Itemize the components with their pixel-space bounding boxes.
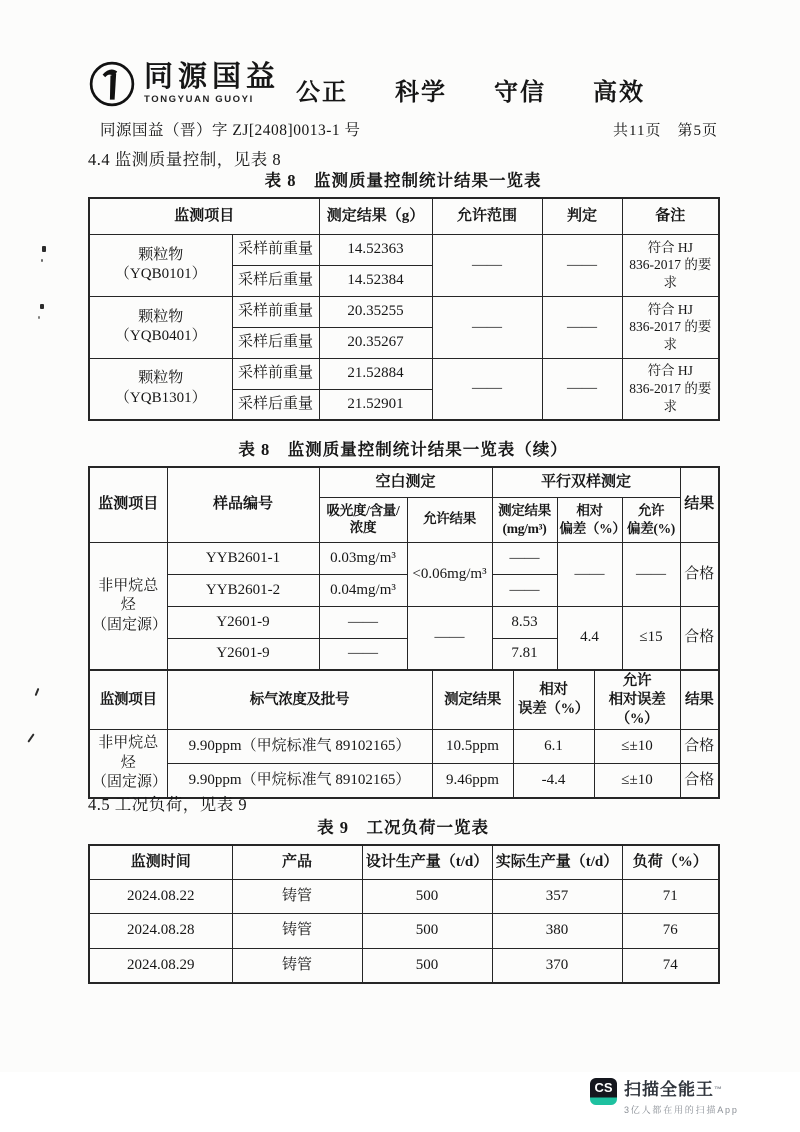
note-line: 836-2017 的要求 xyxy=(629,257,712,290)
result-cell: 合格 xyxy=(680,606,719,670)
item-name: 非甲烷总烃 xyxy=(98,577,159,613)
document-meta-row xyxy=(88,118,718,140)
note-cell xyxy=(622,296,719,358)
company-name-cn: 同源国益 xyxy=(144,61,281,93)
absorbance-value: 0.04mg/m³ xyxy=(319,574,407,606)
camscanner-text xyxy=(624,1078,739,1117)
measure-value: 21.52901 xyxy=(319,389,432,420)
col-header-std-gas: 标气浓度及批号 xyxy=(167,670,432,730)
table-row xyxy=(89,606,719,638)
col-header-product: 产品 xyxy=(232,845,362,879)
col-header-note: 备注 xyxy=(622,198,719,234)
product-cell: 铸管 xyxy=(232,914,362,949)
judge-cell: —— xyxy=(542,358,622,420)
col-header-sample: 样品编号 xyxy=(167,467,319,542)
allowed-rel-err-value: ≤±10 xyxy=(594,730,680,764)
rel-err-value: -4.4 xyxy=(513,764,594,798)
header-line: 测定结果 xyxy=(498,502,551,518)
note-line: 836-2017 的要求 xyxy=(629,319,712,352)
product-cell: 铸管 xyxy=(232,879,362,914)
actual-output-cell: 380 xyxy=(492,914,622,949)
row-label: 采样后重量 xyxy=(232,327,319,358)
scan-artifact xyxy=(42,246,46,252)
company-brand xyxy=(88,60,280,108)
trademark-symbol: ™ xyxy=(714,1085,723,1094)
header-line: 允许 xyxy=(622,672,652,689)
company-logo-icon xyxy=(88,60,136,108)
col-header-absorbance: 吸光度/含量/浓度 xyxy=(319,497,407,542)
sample-id: Y2601-9 xyxy=(167,606,319,638)
measure-value: 14.52363 xyxy=(319,234,432,265)
item-code: （YQB1301） xyxy=(114,389,207,406)
col-header-result: 测定结果（g） xyxy=(319,198,432,234)
row-label: 采样后重量 xyxy=(232,389,319,420)
col-header-time: 监测时间 xyxy=(89,845,232,879)
scan-artifact xyxy=(27,733,34,742)
judge-cell: —— xyxy=(542,296,622,358)
scan-artifact xyxy=(38,316,40,319)
allowed-rel-err-value: ≤±10 xyxy=(594,764,680,798)
design-output-cell: 500 xyxy=(362,879,492,914)
allowed-dev-value: ≤15 xyxy=(622,606,680,670)
camscanner-logo-icon xyxy=(590,1078,617,1105)
load-cell: 76 xyxy=(622,914,719,949)
item-code: （YQB0401） xyxy=(114,328,207,344)
section-4-5-heading: 4.5 工况负荷，见表 9 xyxy=(88,795,248,814)
measured-value: 9.46ppm xyxy=(432,764,513,798)
monitor-item-cell xyxy=(89,730,167,798)
design-output-cell: 500 xyxy=(362,948,492,983)
col-header-measured xyxy=(492,497,557,542)
table-row xyxy=(89,948,719,983)
header-line: 相对 xyxy=(539,682,568,699)
table-header-row xyxy=(89,845,719,879)
col-header-item: 监测项目 xyxy=(89,198,319,234)
result-cell: 合格 xyxy=(680,542,719,606)
table-header-row xyxy=(89,467,719,497)
measured-value: 10.5ppm xyxy=(432,730,513,764)
table-row xyxy=(89,542,719,574)
absorbance-value: —— xyxy=(319,638,407,670)
monitor-item-cell xyxy=(89,234,232,296)
company-logo-text xyxy=(144,60,280,105)
table8-quality-control xyxy=(88,197,720,421)
measured-value: —— xyxy=(492,574,557,606)
table-row xyxy=(89,730,719,764)
table-header-row xyxy=(89,670,719,730)
row-label: 采样后重量 xyxy=(232,265,319,296)
camscanner-tagline: 3亿人都在用的扫描App xyxy=(624,1105,739,1115)
measure-value: 20.35267 xyxy=(319,327,432,358)
page-indicator: 共11页 第5页 xyxy=(613,123,718,139)
result-cell: 合格 xyxy=(680,764,719,798)
note-cell xyxy=(622,234,719,296)
header-line: 偏差(%) xyxy=(627,520,676,536)
table8-cont-title: 表 8 监测质量控制统计结果一览表（续） xyxy=(238,440,568,459)
col-header-result: 结果 xyxy=(680,467,719,542)
col-header-design-output: 设计生产量（t/d） xyxy=(362,845,492,879)
section-4-4-heading: 4.4 监测质量控制，见表 8 xyxy=(88,150,282,169)
allowed-value: —— xyxy=(407,606,492,670)
sample-id: Y2601-9 xyxy=(167,638,319,670)
std-gas-cell: 9.90ppm（甲烷标准气 89102165） xyxy=(167,764,432,798)
judge-cell: —— xyxy=(542,234,622,296)
app-name-text: 扫描全能王 xyxy=(624,1080,714,1099)
load-cell: 74 xyxy=(622,948,719,983)
col-header-parallel-group: 平行双样测定 xyxy=(492,467,680,497)
measured-value: —— xyxy=(492,542,557,574)
col-header-item: 监测项目 xyxy=(89,467,167,542)
col-header-allowed: 允许结果 xyxy=(407,497,492,542)
item-name: 非甲烷总烃 xyxy=(98,735,159,771)
scan-artifact xyxy=(41,259,43,262)
monitor-item-cell xyxy=(89,542,167,670)
table-row xyxy=(89,358,719,389)
header-line: (mg/m³) xyxy=(502,520,547,536)
table-row xyxy=(89,914,719,949)
table8-block xyxy=(88,168,718,421)
note-line: 符合 HJ xyxy=(647,363,693,379)
row-label: 采样前重量 xyxy=(232,296,319,327)
table9-block xyxy=(88,815,718,984)
sample-id: YYB2601-1 xyxy=(167,542,319,574)
item-name: 颗粒物 xyxy=(138,308,184,325)
absorbance-value: —— xyxy=(319,606,407,638)
col-header-actual-output: 实际生产量（t/d） xyxy=(492,845,622,879)
header-line: 相对 xyxy=(576,502,603,518)
measured-value: 7.81 xyxy=(492,638,557,670)
item-source: （固定源） xyxy=(92,616,168,633)
table8-cont-standard-gas xyxy=(88,669,720,799)
document-number: 同源国益（晋）字 ZJ[2408]0013-1 号 xyxy=(100,122,361,139)
measured-value: 8.53 xyxy=(492,606,557,638)
measure-value: 14.52384 xyxy=(319,265,432,296)
measure-value: 20.35255 xyxy=(319,296,432,327)
sample-id: YYB2601-2 xyxy=(167,574,319,606)
rel-dev-value: 4.4 xyxy=(557,606,622,670)
load-cell: 71 xyxy=(622,879,719,914)
table9-title: 表 9 工况负荷一览表 xyxy=(317,818,489,837)
std-gas-cell: 9.90ppm（甲烷标准气 89102165） xyxy=(167,730,432,764)
item-source: （固定源） xyxy=(92,774,168,791)
slogan-word: 高效 xyxy=(593,80,645,106)
actual-output-cell: 370 xyxy=(492,948,622,983)
product-cell: 铸管 xyxy=(232,948,362,983)
col-header-blank-group: 空白测定 xyxy=(319,467,492,497)
note-line: 836-2017 的要求 xyxy=(629,380,712,414)
col-header-item: 监测项目 xyxy=(89,670,167,730)
table-header-row xyxy=(89,198,719,234)
table-row xyxy=(89,879,719,914)
slogan-word: 守信 xyxy=(494,80,546,106)
note-cell xyxy=(622,358,719,420)
col-header-result: 结果 xyxy=(680,670,719,730)
col-header-allowed-dev xyxy=(622,497,680,542)
note-line: 符合 HJ xyxy=(647,239,693,255)
company-slogan xyxy=(296,72,645,107)
col-header-rel-err xyxy=(513,670,594,730)
date-cell: 2024.08.29 xyxy=(89,948,232,983)
allowed-value: <0.06mg/m³ xyxy=(407,542,492,606)
item-code: （YQB0101） xyxy=(114,266,207,282)
monitor-item-cell xyxy=(89,358,232,420)
camscanner-badge-text: CS xyxy=(594,1080,613,1095)
range-cell: —— xyxy=(432,358,542,420)
col-header-load: 负荷（%） xyxy=(622,845,719,879)
table8-title: 表 8 监测质量控制统计结果一览表 xyxy=(264,171,542,190)
allowed-dev-value: —— xyxy=(622,542,680,606)
company-name-en: TONGYUAN GUOYI xyxy=(144,94,254,105)
item-name: 颗粒物 xyxy=(138,370,184,387)
date-cell: 2024.08.22 xyxy=(89,879,232,914)
col-header-range: 允许范围 xyxy=(432,198,542,234)
actual-output-cell: 357 xyxy=(492,879,622,914)
header-line: 误差（%） xyxy=(518,701,589,718)
table8-cont-block xyxy=(88,437,718,799)
absorbance-value: 0.03mg/m³ xyxy=(319,542,407,574)
date-cell: 2024.08.28 xyxy=(89,914,232,949)
table-row xyxy=(89,234,719,265)
col-header-measured: 测定结果 xyxy=(432,670,513,730)
scan-artifact xyxy=(35,688,40,696)
item-name: 颗粒物 xyxy=(138,246,184,263)
header-line: 偏差（%） xyxy=(559,520,626,536)
rel-err-value: 6.1 xyxy=(513,730,594,764)
row-label: 采样前重量 xyxy=(232,234,319,265)
header-line: 相对误差（%） xyxy=(608,691,666,727)
measure-value: 21.52884 xyxy=(319,358,432,389)
row-label: 采样前重量 xyxy=(232,358,319,389)
design-output-cell: 500 xyxy=(362,914,492,949)
col-header-allowed-rel-err xyxy=(594,670,680,730)
table-row xyxy=(89,296,719,327)
range-cell: —— xyxy=(432,296,542,358)
table9-working-load xyxy=(88,844,720,984)
slogan-word: 科学 xyxy=(395,80,447,106)
camscanner-app-name xyxy=(624,1078,739,1102)
range-cell: —— xyxy=(432,234,542,296)
monitor-item-cell xyxy=(89,296,232,358)
col-header-judge: 判定 xyxy=(542,198,622,234)
scan-artifact xyxy=(40,304,44,309)
result-cell: 合格 xyxy=(680,730,719,764)
note-line: 符合 HJ xyxy=(647,301,693,317)
rel-dev-value: —— xyxy=(557,542,622,606)
col-header-rel-dev xyxy=(557,497,626,542)
header-line: 允许 xyxy=(637,502,665,518)
camscanner-watermark xyxy=(590,1078,739,1117)
table8-cont-quality-control xyxy=(88,466,720,671)
slogan-word: 公正 xyxy=(296,80,348,106)
